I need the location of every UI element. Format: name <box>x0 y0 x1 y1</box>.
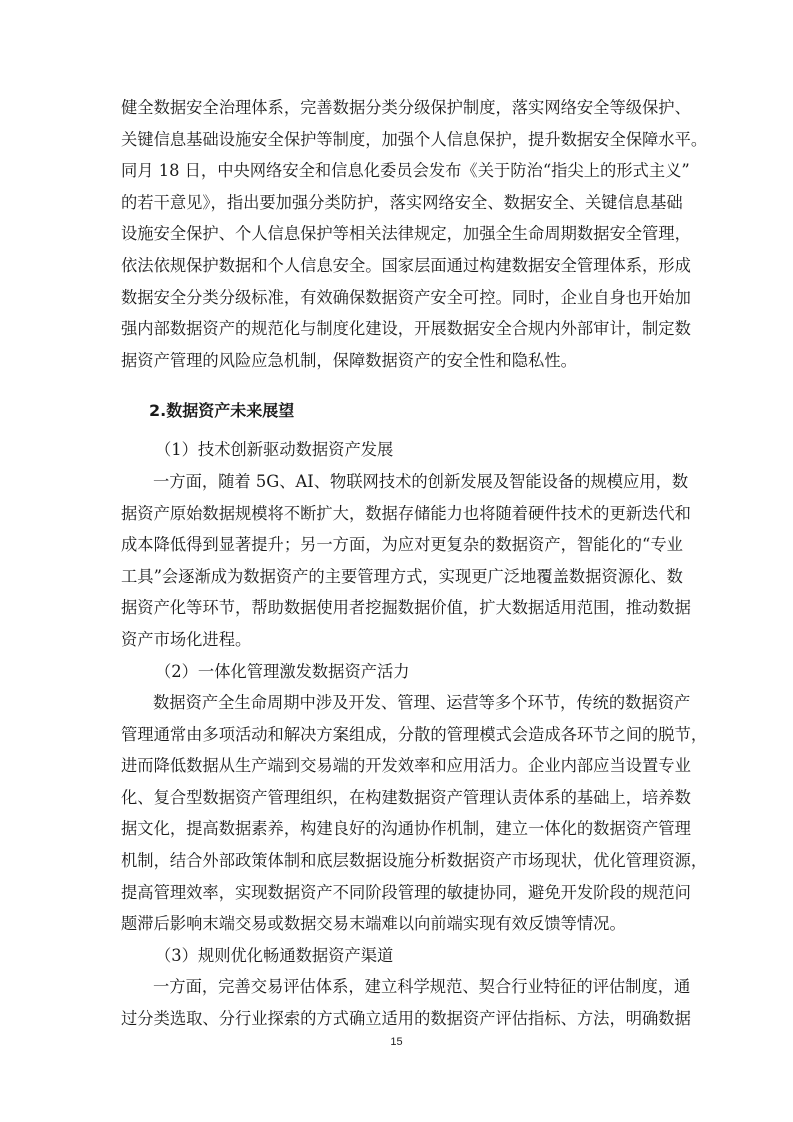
text-line: 强内部数据资产的规范化与制度化建设，开展数据安全合规内外部审计，制定数 <box>121 319 691 339</box>
text-line: 工具”会逐渐成为数据资产的主要管理方式，实现更广泛地覆盖数据资源化、数 <box>121 566 683 586</box>
text-line: 关键信息基础设施安全保护等制度，加强个人信息保护，提升数据安全保障水平。 <box>121 129 708 149</box>
text-line: 据资产管理的风险应急机制，保障数据资产的安全性和隐私性。 <box>121 350 577 370</box>
text-line: 提高管理效率，实现数据资产不同阶段管理的敏捷协同，避免开发阶段的规范问 <box>121 882 691 902</box>
text-line: 据资产原始数据规模将不断扩大，数据存储能力也将随着硬件技术的更新迭代和 <box>121 503 691 523</box>
text-line: 健全数据安全治理体系，完善数据分类分级保护制度，落实网络安全等级保护、 <box>121 98 691 117</box>
text-line: 进而降低数据从生产端到交易端的开发效率和应用活力。企业内部应当设置专业 <box>121 756 691 776</box>
subsection-heading: （2）一体化管理激发数据资产活力 <box>155 661 410 681</box>
text-line: 据文化，提高数据素养，构建良好的沟通协作机制，建立一体化的数据资产管理 <box>121 819 691 839</box>
text-line: 依法依规保护数据和个人信息安全。国家层面通过构建数据安全管理体系，形成 <box>121 255 691 275</box>
text-line: 一方面，完善交易评估体系，建立科学规范、契合行业特征的评估制度，通 <box>153 977 691 997</box>
text-line: 数据安全分类分级标准，有效确保数据资产安全可控。同时，企业自身也开始加 <box>121 287 691 307</box>
paragraph-technology-innovation <box>121 466 691 656</box>
text-line: 据资产化等环节，帮助数据使用者挖掘数据价值，扩大数据适用范围，推动数据 <box>121 598 691 618</box>
text-line: 资产市场化进程。 <box>121 629 252 649</box>
text-line: 管理通常由多项活动和解决方案组成，分散的管理模式会造成各环节之间的脱节， <box>121 724 708 744</box>
paragraph-rule-optimization <box>121 971 691 1034</box>
text-line: 同月 18 日，中央网络安全和信息化委员会发布《关于防治“指尖上的形式主义” <box>121 161 690 181</box>
paragraph-data-security-policy <box>121 92 708 376</box>
text-line: 化、复合型数据资产管理组织，在构建数据资产管理认责体系的基础上，培养数 <box>121 787 691 807</box>
text-line: 成本降低得到显著提升；另一方面，为应对更复杂的数据资产，智能化的“专业 <box>121 535 683 555</box>
text-line: 的若干意见》，指出要加强分类防护，落实网络安全、数据安全、关键信息基础 <box>121 192 683 212</box>
section-heading: 2.数据资产未来展望 <box>149 401 295 421</box>
text-line: 题滞后影响末端交易或数据交易末端难以向前端实现有效反馈等情况。 <box>121 914 626 934</box>
subsection-heading: （3）规则优化畅通数据资产渠道 <box>155 945 394 965</box>
page-body <box>121 92 708 1035</box>
text-line: 一方面，随着 5G、AI、物联网技术的创新发展及智能设备的规模应用，数 <box>153 471 689 491</box>
subsection-heading: （1）技术创新驱动数据资产发展 <box>155 440 394 460</box>
page-number: 15 <box>390 1036 403 1048</box>
text-line: 数据资产全生命周期中涉及开发、管理、运营等多个环节，传统的数据资产 <box>153 693 691 713</box>
text-line: 机制，结合外部政策体制和底层数据设施分析数据资产市场现状，优化管理资源， <box>121 851 708 871</box>
paragraph-integrated-management <box>121 687 708 940</box>
text-line: 设施安全保护、个人信息保护等相关法律规定，加强全生命周期数据安全管理， <box>121 224 691 244</box>
text-line: 过分类选取、分行业探索的方式确立适用的数据资产评估指标、方法，明确数据 <box>121 1009 691 1029</box>
